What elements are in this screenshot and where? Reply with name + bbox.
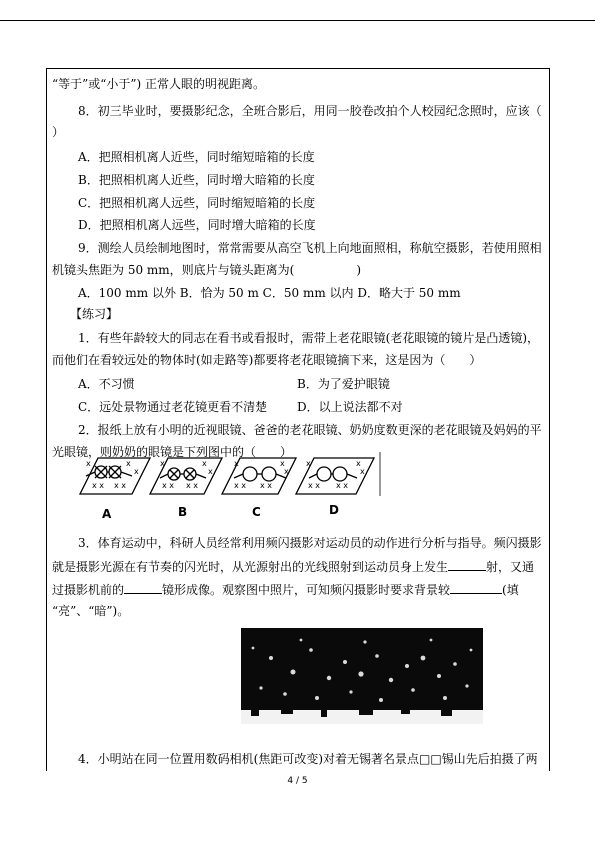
question-8-end: ） <box>52 125 65 139</box>
svg-text:x: x <box>360 467 365 476</box>
page-number: 4 / 5 <box>287 776 308 786</box>
svg-text:x x: x x <box>186 481 199 490</box>
svg-text:x: x <box>356 459 361 468</box>
practice-1-line-2: 而他们在看较远处的物体时(如走路等)都要将老花眼镜摘下来，这是因为（ ） <box>52 353 482 367</box>
question-9-line-1: 9．测绘人员绘制地图时，常常需要从高空飞机上向地面照相，称航空摄影，若使用照相 <box>78 241 542 255</box>
practice-3-text-c: 过摄影机前的 <box>52 583 125 597</box>
question-8: 8．初三毕业时，要摄影纪念，全班合影后，用同一胶卷改拍个人校园纪念照时，应该（ <box>78 104 542 118</box>
practice-heading: 【练习】 <box>70 307 119 321</box>
practice-3-text-a: 就是摄影光源在有节奏的闪光时，从光源射出的光线照射到运动员身上发生 <box>52 560 449 574</box>
question-9-options: A．100 mm 以外 B．恰为 50 m C．50 mm 以内 D．略大于 50 mm <box>78 286 461 300</box>
svg-text:x x: x x <box>308 481 321 490</box>
question-9-line-2 <box>52 263 361 277</box>
practice-3-line-1: 3．体育运动中，科研人员经常利用频闪摄影对运动员的动作进行分析与指导。频闪摄影 <box>78 536 542 550</box>
practice-1-option-d: D．以上说法都不对 <box>297 400 403 414</box>
practice-3-line-3 <box>52 582 519 597</box>
practice-3-line-2 <box>52 559 534 574</box>
practice-3-line-4: “亮”、“暗”)。 <box>52 604 130 618</box>
practice-3-text-b: 射，又通 <box>486 560 535 574</box>
practice-3-text-e: (填 <box>502 583 519 597</box>
practice-1-option-a: A．不习惯 <box>78 377 135 391</box>
practice-3-text-d: 镜形成像。观察图中照片，可知频闪摄影时要求背景较 <box>162 583 451 597</box>
stroboscopic-photo <box>241 628 483 724</box>
blank-lens[interactable] <box>124 582 162 594</box>
figure-label-a: A <box>102 507 112 521</box>
question-8-option-c: C．把照相机离人远些，同时缩短暗箱的长度 <box>78 196 316 210</box>
question-8-option-b: B．把照相机离人近些，同时增大暗箱的长度 <box>78 173 315 187</box>
svg-text:x x: x x <box>234 481 247 490</box>
continued-line: “等于”或“小于”) 正常人眼的明视距离。 <box>52 77 266 91</box>
practice-1-option-b: B．为了爱护眼镜 <box>297 377 390 391</box>
svg-text:x: x <box>284 467 289 476</box>
svg-text:x x: x x <box>260 481 273 490</box>
svg-text:x: x <box>126 459 131 468</box>
practice-2-line-1: 2．报纸上放有小明的近视眼镜、爸爸的老花眼镜、奶奶度数更深的老花眼镜及妈妈的平 <box>78 423 542 437</box>
svg-text:x: x <box>306 459 311 468</box>
svg-text:x: x <box>234 459 239 468</box>
practice-1-option-c: C．远处景物通过老花镜更看不清楚 <box>78 400 268 414</box>
svg-text:x: x <box>202 459 207 468</box>
svg-text:x x: x x <box>114 481 127 490</box>
svg-text:x: x <box>134 467 139 476</box>
question-8-option-a: A．把照相机离人近些，同时缩短暗箱的长度 <box>78 150 315 164</box>
svg-text:x: x <box>86 459 91 468</box>
svg-text:x x: x x <box>336 481 349 490</box>
question-9-text: 机镜头焦距为 50 mm，则底片与镜头距离为( <box>52 263 295 277</box>
svg-text:x: x <box>208 467 213 476</box>
question-8-option-d: D．把照相机离人远些，同时增大暗箱的长度 <box>78 218 316 232</box>
question-9-paren: ) <box>356 263 362 277</box>
figure-label-b: B <box>178 505 188 519</box>
practice-2-line-2: 光眼镜，则奶奶的眼镜是下列图中的（ ） <box>52 445 293 459</box>
blank-reflection[interactable] <box>448 559 486 571</box>
svg-text:x x: x x <box>162 481 175 490</box>
glasses-figure <box>74 452 394 528</box>
practice-1-line-1: 1．有些年龄较大的同志在看书或看报时，需带上老花眼镜(老花眼镜的镜片是凸透镜)， <box>78 331 540 345</box>
svg-text:x: x <box>280 459 285 468</box>
header-rule <box>0 20 595 21</box>
practice-4-line-1: 4．小明站在同一位置用数码相机(焦距可改变)对着无锡著名景点□□锡山先后拍摄了两 <box>78 752 538 766</box>
figure-label-d: D <box>329 503 339 517</box>
blank-background[interactable] <box>450 582 502 594</box>
svg-text:x x: x x <box>92 481 105 490</box>
figure-label-c: C <box>252 505 261 519</box>
svg-text:x: x <box>160 459 165 468</box>
